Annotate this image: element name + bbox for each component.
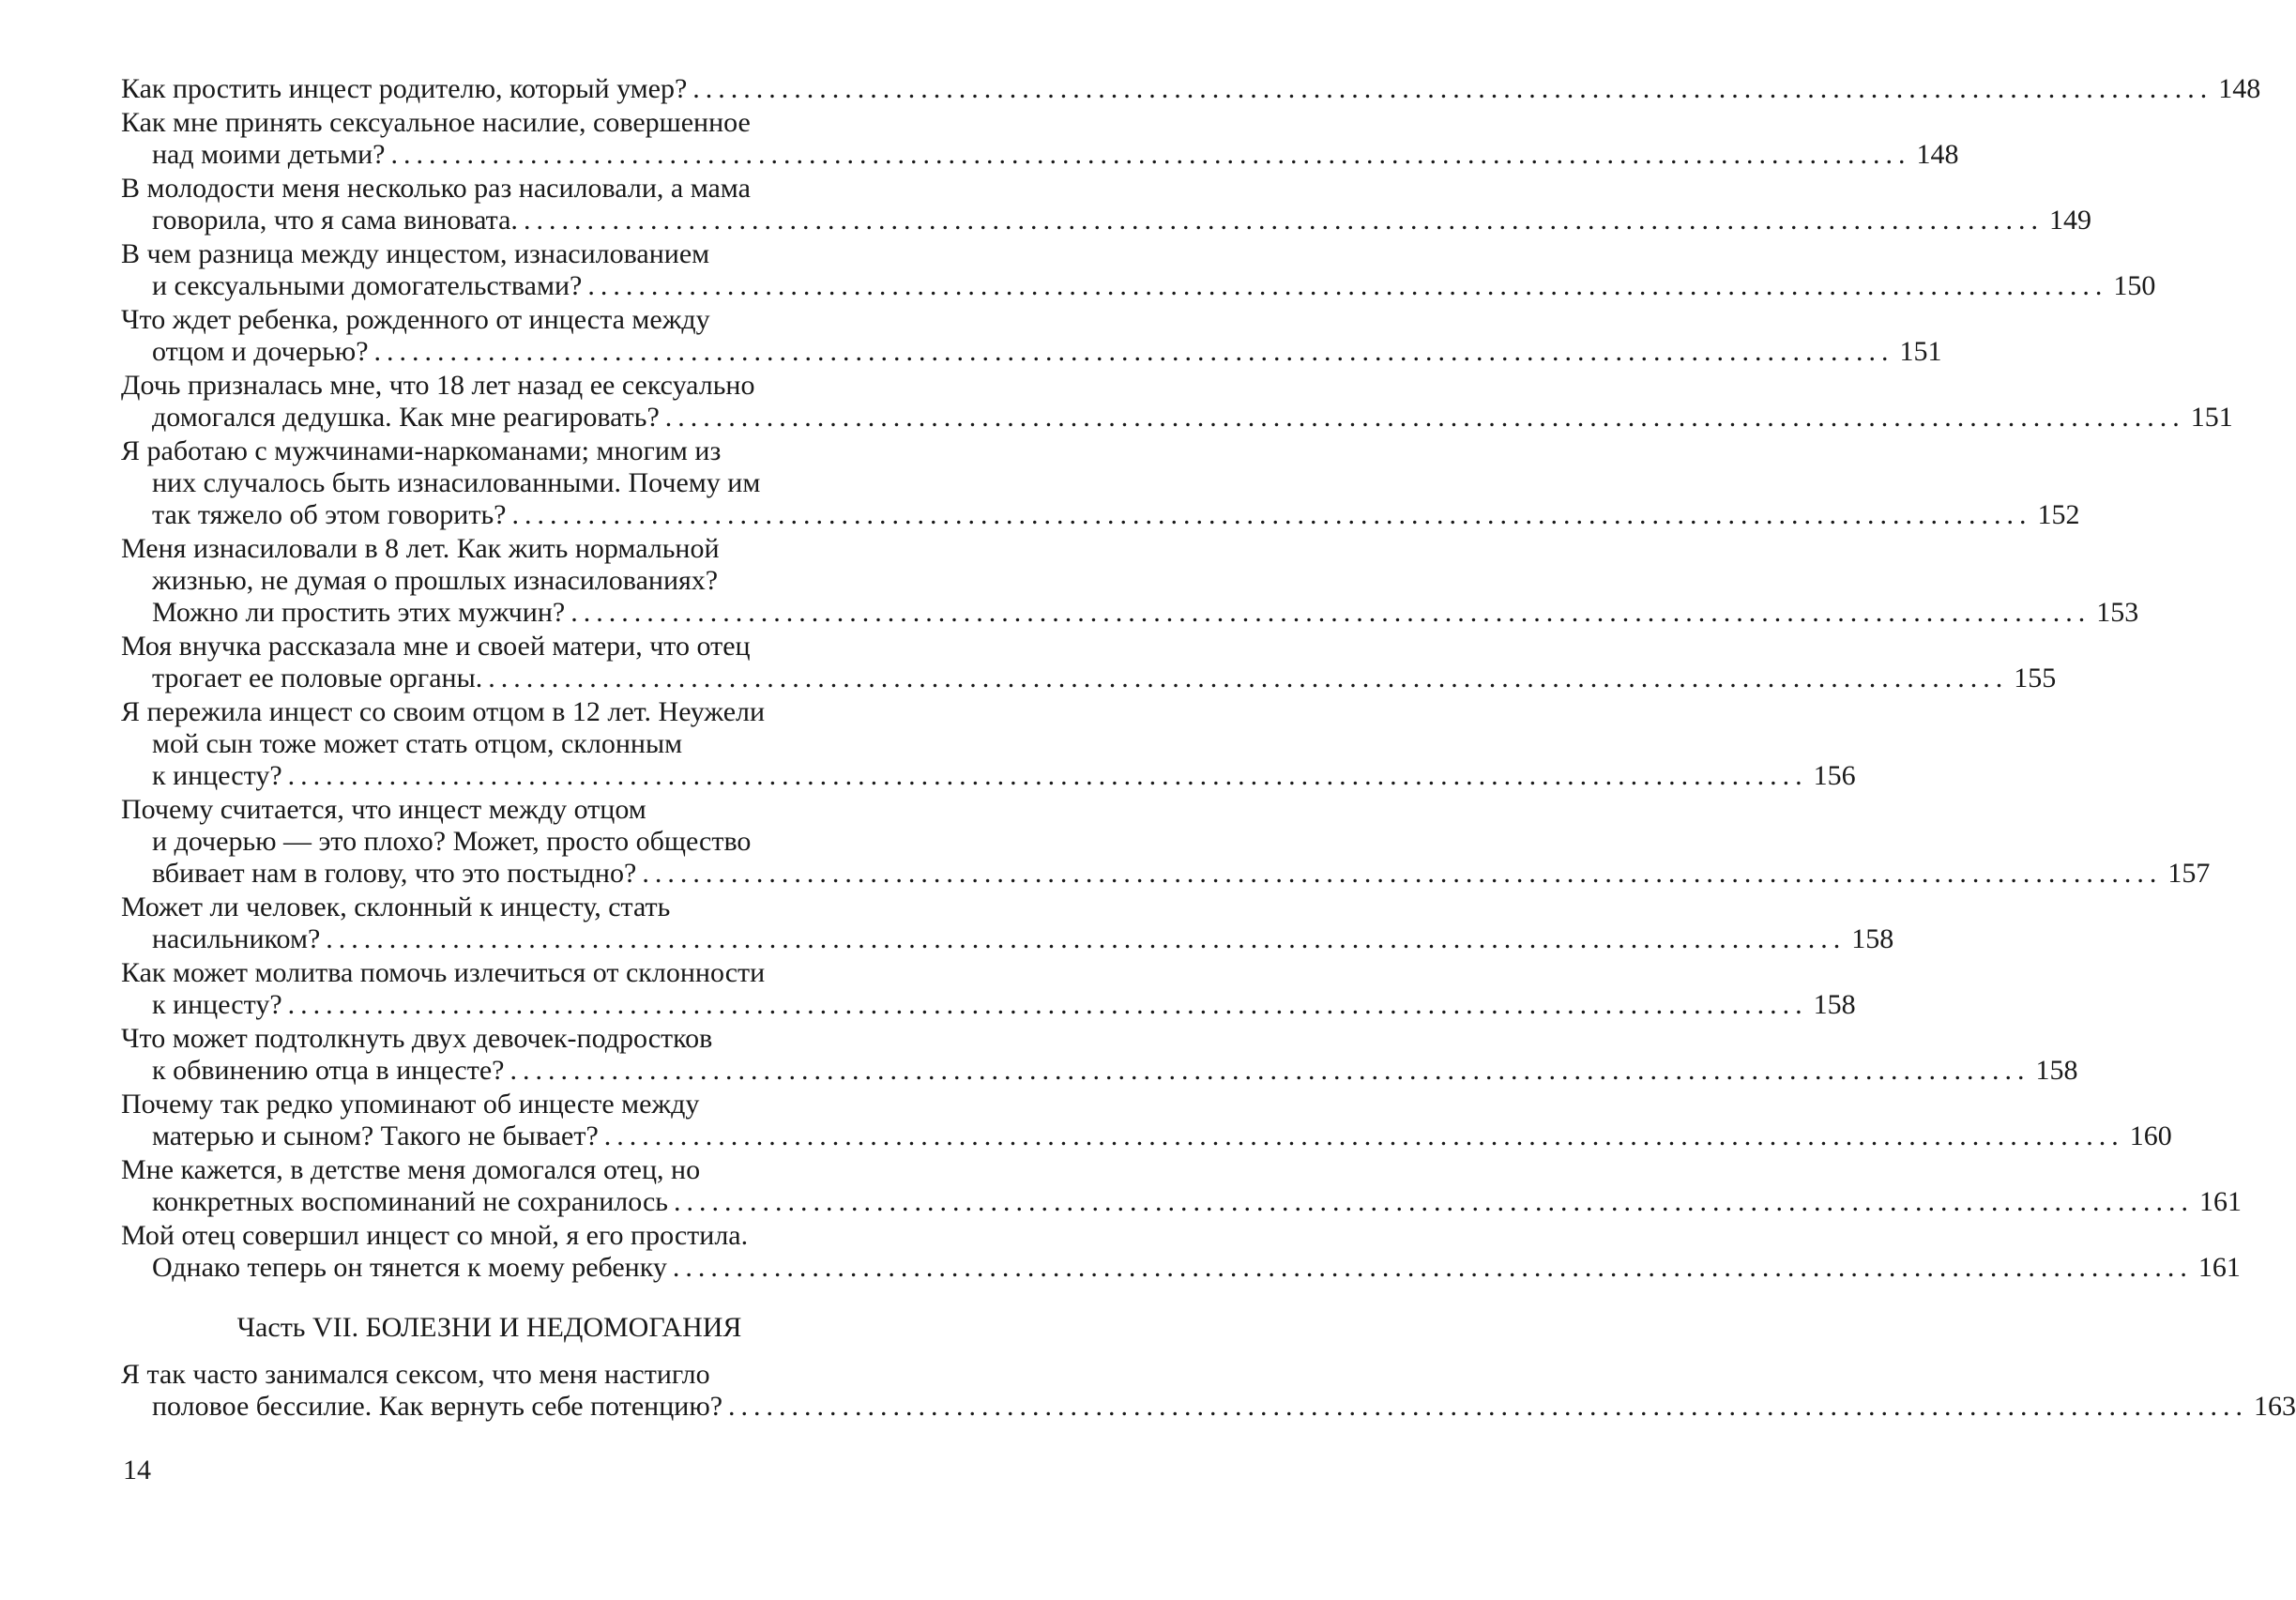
dot-leader: ........................................................................................................................ [692, 73, 2213, 104]
dot-leader: ........................................................................................................................ [587, 270, 2108, 301]
toc-entry-text: к инцесту? [152, 989, 282, 1020]
section-toc-entries [121, 1359, 2296, 1423]
toc-entry-line: Дочь призналась мне, что 18 лет назад ее сексуально [121, 370, 755, 401]
table-of-contents [121, 73, 2296, 1425]
toc-entry-text: Можно ли простить этих мужчин? [152, 597, 566, 628]
toc-entry-line: Почему считается, что инцест между отцом [121, 794, 646, 825]
toc-entry-text: так тяжело об этом говорить? [152, 499, 507, 530]
toc-entry [121, 107, 1959, 171]
toc-entry-text: к обвинению отца в инцесте? [152, 1055, 505, 1086]
toc-entry-line [121, 760, 1856, 792]
toc-entry [121, 173, 2091, 236]
toc-page-number: 161 [2197, 1252, 2241, 1283]
toc-entry-line [121, 597, 2139, 629]
toc-entry [121, 631, 2057, 694]
toc-entry-text: и сексуальными домогательствами? [152, 270, 583, 301]
toc-entry [121, 73, 2261, 105]
toc-page-number: 161 [2198, 1186, 2242, 1217]
toc-entry-line [121, 989, 1856, 1021]
toc-entry-line [121, 1055, 2078, 1087]
toc-entry-line: Я так часто занимался сексом, что меня настигло [121, 1359, 710, 1390]
toc-entry [121, 957, 1856, 1021]
toc-entry-line: и дочерью — это плохо? Может, просто общество [152, 826, 752, 857]
toc-entry-line: жизнью, не думая о прошлых изнасилованиях? [152, 565, 719, 596]
dot-leader: ........................................................................................................................ [488, 663, 2009, 693]
dot-leader: ........................................................................................................................ [326, 923, 1847, 954]
toc-entry-line: В чем разница между инцестом, изнасилованием [121, 238, 710, 269]
toc-page-number: 158 [2035, 1055, 2078, 1086]
toc-entry [121, 1023, 2078, 1087]
toc-entry [121, 435, 2080, 531]
toc-page-number: 148 [2218, 73, 2261, 104]
toc-entry-text: матерью и сыном? Такого не бывает? [152, 1120, 599, 1151]
dot-leader: ........................................................................................................................ [570, 597, 2091, 628]
toc-entry-text: конкретных воспоминаний не сохранилось [152, 1186, 668, 1217]
dot-leader: ........................................................................................................................ [287, 989, 1808, 1020]
dot-leader: ........................................................................................................................ [672, 1252, 2193, 1283]
toc-entry-line [121, 205, 2091, 236]
toc-page-number: 148 [1916, 139, 1959, 170]
toc-entry [121, 1154, 2242, 1218]
toc-entry [121, 238, 2156, 302]
toc-entry-line: Что может подтолкнуть двух девочек-подростков [121, 1023, 713, 1054]
toc-entry-line: мой сын тоже может стать отцом, склонным [152, 728, 683, 759]
toc-entry [121, 696, 1856, 792]
toc-entry-line [121, 1186, 2242, 1218]
toc-entry [121, 304, 1942, 368]
page-number: 14 [123, 1455, 151, 1486]
toc-page-number: 158 [1813, 989, 1856, 1020]
toc-entry-line: Как может молитва помочь излечиться от склонности [121, 957, 766, 988]
toc-entry-line [121, 1120, 2172, 1152]
dot-leader: ........................................................................................................................ [673, 1186, 2194, 1217]
toc-entry-text: домогался дедушка. Как мне реагировать? [152, 402, 660, 433]
toc-page-number: 150 [2113, 270, 2156, 301]
toc-page-number: 160 [2129, 1120, 2172, 1151]
toc-page-number: 152 [2037, 499, 2080, 530]
toc-entry-line [121, 1391, 2296, 1423]
toc-page-number: 151 [1899, 336, 1942, 367]
toc-entry-line: В молодости меня несколько раз насиловали, а мама [121, 173, 751, 204]
toc-page-number: 153 [2096, 597, 2139, 628]
toc-entry [121, 794, 2211, 890]
toc-entry [121, 1089, 2172, 1152]
toc-entry-line: Мой отец совершил инцест со мной, я его простила. [121, 1220, 749, 1251]
toc-entry-text: Однако теперь он тянется к моему ребенку [152, 1252, 667, 1283]
dot-leader: ........................................................................................................................ [664, 402, 2185, 433]
toc-entry-line: Меня изнасиловали в 8 лет. Как жить нормальной [121, 533, 720, 564]
toc-entry [121, 891, 1894, 955]
dot-leader: ........................................................................................................................ [509, 1055, 2030, 1086]
toc-entries [121, 73, 2261, 1284]
toc-entry-line: Почему так редко упоминают об инцесте между [121, 1089, 700, 1120]
section-heading: Часть VII. БОЛЕЗНИ И НЕДОМОГАНИЯ [236, 1312, 742, 1343]
toc-page-number: 156 [1813, 760, 1856, 791]
dot-leader: ........................................................................................................................ [511, 499, 2032, 530]
toc-entry-line: Может ли человек, склонный к инцесту, стать [121, 891, 671, 922]
toc-entry-text: отцом и дочерью? [152, 336, 369, 367]
toc-entry-line [121, 499, 2080, 531]
toc-entry-text: над моими детьми? [152, 139, 386, 170]
toc-page-number: 157 [2167, 858, 2211, 889]
toc-page-number: 155 [2014, 663, 2057, 693]
toc-entry-text: половое бессилие. Как вернуть себе потенцию? [152, 1391, 723, 1422]
toc-page-number: 158 [1851, 923, 1894, 954]
toc-entry-line [121, 402, 2233, 434]
toc-entry-line: Как мне принять сексуальное насилие, совершенное [121, 107, 751, 138]
toc-entry-line: Что ждет ребенка, рожденного от инцеста между [121, 304, 710, 335]
toc-entry-line [121, 73, 2261, 105]
dot-leader: ........................................................................................................................ [390, 139, 1911, 170]
dot-leader: ........................................................................................................................ [728, 1391, 2249, 1422]
toc-entry-line [121, 1252, 2241, 1284]
toc-entry [121, 370, 2233, 434]
toc-entry-text: Как простить инцест родителю, который умер? [121, 73, 688, 104]
toc-entry [121, 533, 2139, 629]
toc-entry-line [121, 139, 1959, 171]
toc-entry-line: Я работаю с мужчинами-наркоманами; многим из [121, 435, 722, 466]
toc-entry-line [121, 663, 2057, 694]
toc-entry-line: Мне кажется, в детстве меня домогался отец, но [121, 1154, 701, 1185]
toc-entry-text: к инцесту? [152, 760, 282, 791]
toc-page-number: 149 [2048, 205, 2091, 236]
toc-entry-text: насильником? [152, 923, 321, 954]
toc-entry-text: вбивает нам в голову, что это постыдно? [152, 858, 637, 889]
dot-leader: ........................................................................................................................ [373, 336, 1894, 367]
dot-leader: ........................................................................................................................ [603, 1120, 2124, 1151]
toc-entry-line: них случалось быть изнасилованными. Почему им [152, 467, 761, 498]
toc-entry [121, 1220, 2241, 1284]
dot-leader: ........................................................................................................................ [287, 760, 1808, 791]
toc-entry-text: говорила, что я сама виновата. [152, 205, 518, 236]
dot-leader: ........................................................................................................................ [523, 205, 2044, 236]
toc-page-number: 151 [2190, 402, 2233, 433]
toc-entry-line [121, 858, 2211, 890]
toc-entry-line [121, 923, 1894, 955]
toc-entry [121, 1359, 2296, 1423]
toc-entry-line: Я пережила инцест со своим отцом в 12 лет. Неужели [121, 696, 766, 727]
toc-page-number: 163 [2254, 1391, 2296, 1422]
toc-entry-text: трогает ее половые органы. [152, 663, 483, 693]
dot-leader: ........................................................................................................................ [642, 858, 2163, 889]
toc-entry-line [121, 270, 2156, 302]
toc-entry-line [121, 336, 1942, 368]
toc-entry-line: Моя внучка рассказала мне и своей матери, что отец [121, 631, 751, 662]
